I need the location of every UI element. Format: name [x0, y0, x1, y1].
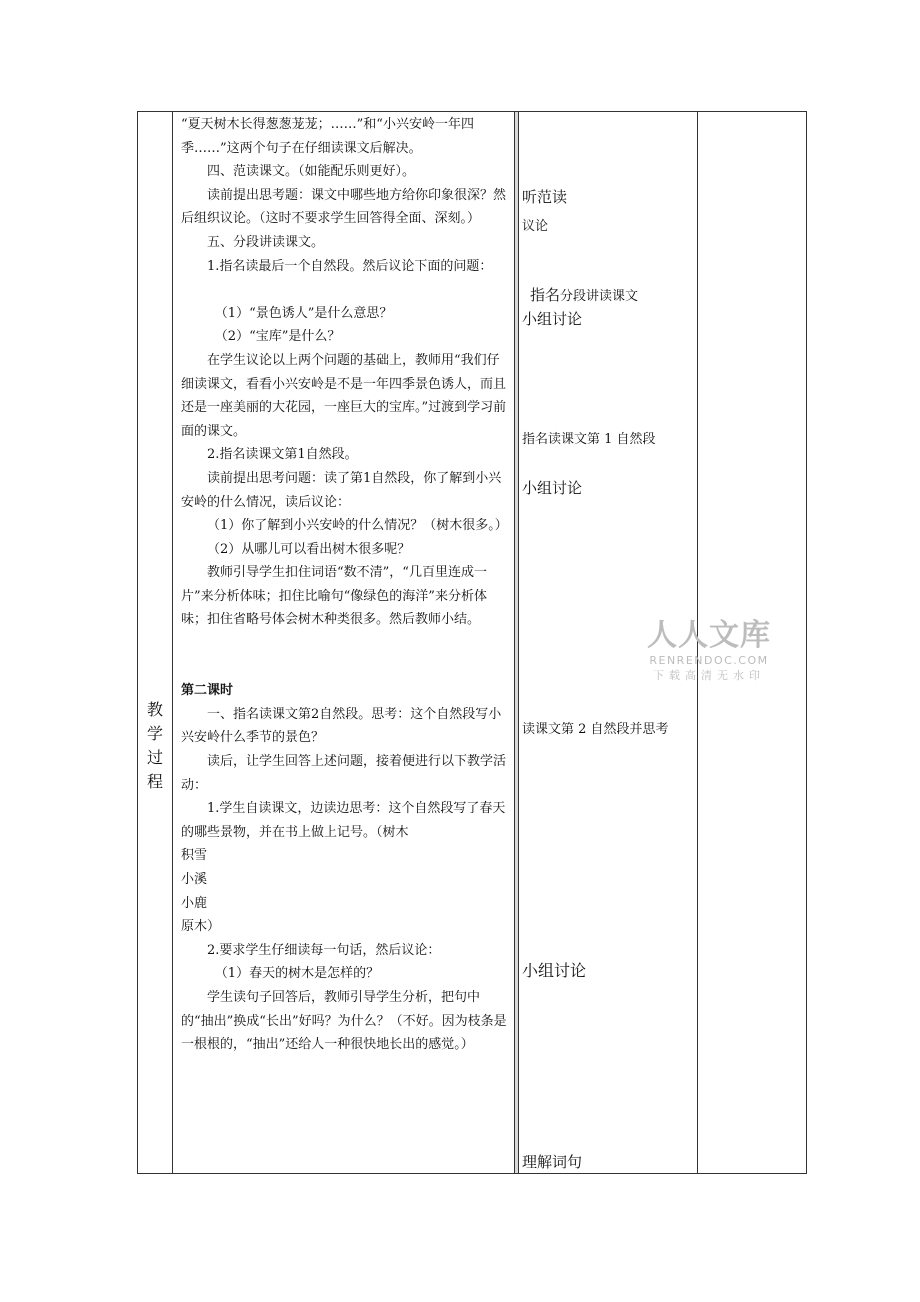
lesson-list-item: 原木） [181, 919, 221, 935]
lesson-question: （1）“景色诱人”是什么意思？ [214, 305, 393, 321]
activity-note: 理解词句 [522, 1153, 583, 1171]
activity-note: 小组讨论 [522, 479, 583, 497]
stage-label-char: 学 [146, 724, 163, 743]
activity-note: 指名读课文第 1 自然段 [522, 432, 656, 447]
lesson-paragraph: 在学生议论以上两个问题的基础上，教师用“我们仔细读课文，看看小兴安岭是不是一年四季景色诱人，而且还是一座美丽的大花园，一座巨大的宝库。”过渡到学习前面的课文。 [181, 352, 507, 439]
stage-label-char: 过 [146, 748, 163, 767]
lesson-paragraph: 读前提出思考题：课文中哪些地方给你印象很深？然后组织议论。（这时不要求学生回答得全面、深刻。） [181, 187, 507, 227]
lesson-paragraph: 读前提出思考问题：读了第1自然段，你了解到小兴安岭的什么情况，读后议论： [181, 470, 502, 510]
table-column-divider [518, 111, 519, 1174]
watermark-title: 人人文库 [647, 618, 771, 653]
stage-label-char: 教 [146, 700, 163, 719]
lesson-paragraph: 五、分段讲读课文。 [207, 234, 325, 250]
lesson-paragraph: 学生读句子回答后，教师引导学生分析，把句中的“抽出”换成“长出”好吗？为什么？（不好。因为枝条是一根根的，“抽出”还给人一种很快地长出的感觉。） [181, 989, 507, 1053]
lesson-question: （2）“宝库”是什么？ [214, 329, 341, 345]
lesson-paragraph: “夏天树木长得葱葱茏茏；……”和“小兴安岭一年四季……”这两个句子在仔细读课文后解决。 [181, 117, 474, 156]
activity-note: 小组讨论 [522, 310, 583, 328]
lesson-paragraph: 1.学生自读课文，边读边思考：这个自然段写了春天的哪些景物，并在书上做上记号。（树木 [181, 801, 506, 840]
lesson-list-item: 积雪 [181, 848, 208, 864]
section-heading: 第二课时 [181, 683, 234, 699]
lesson-list-item: 小溪 [181, 872, 208, 887]
activity-note [530, 284, 638, 305]
lesson-paragraph: 2.要求学生仔细读每一句话，然后议论： [207, 942, 441, 958]
teaching-process-label [140, 698, 170, 794]
activity-note: 议论 [522, 219, 549, 234]
stage-label-char: 程 [146, 772, 163, 791]
lesson-paragraph: 2.指名读课文第1自然段。 [207, 447, 358, 463]
watermark-tagline: 下载高清无水印 [653, 669, 765, 682]
watermark [645, 618, 773, 684]
lesson-paragraph: 一、指名读课文第2自然段。思考：这个自然段写小兴安岭什么季节的景色？ [181, 706, 502, 746]
lesson-paragraph: 读后，让学生回答上述问题，接着便进行以下教学活动： [181, 754, 507, 793]
lesson-paragraph: 四、范读课文。（如能配乐则更好）。 [207, 164, 416, 180]
lesson-paragraph: 教师引导学生扣住词语“数不清”，“几百里连成一片”来分析体味；扣住比喻句“像绿色的海洋”来分析体味；扣住省略号体会树木种类很多。然后教师小结。 [181, 565, 487, 628]
lesson-question: （1）你了解到小兴安岭的什么情况？（树木很多。） [207, 518, 508, 534]
activity-note-rest: 分段讲读课文 [560, 289, 639, 304]
activity-note: 小组讨论 [522, 961, 587, 980]
lesson-question: （2）从哪儿可以看出树木很多呢？ [207, 541, 411, 557]
table-column-divider [172, 111, 173, 1174]
lesson-list-item: 小鹿 [181, 895, 208, 911]
lesson-question: （1）春天的树木是怎样的？ [214, 966, 380, 982]
watermark-domain: RENRENDOC.COM [649, 654, 769, 667]
activity-note-prefix: 指名 [530, 286, 561, 304]
lesson-content [181, 113, 511, 1057]
activity-note: 读课文第 2 自然段并思考 [522, 722, 669, 737]
lesson-paragraph: 1.指名读最后一个自然段。然后议论下面的问题： [207, 258, 493, 274]
activity-note: 听范读 [522, 188, 568, 206]
